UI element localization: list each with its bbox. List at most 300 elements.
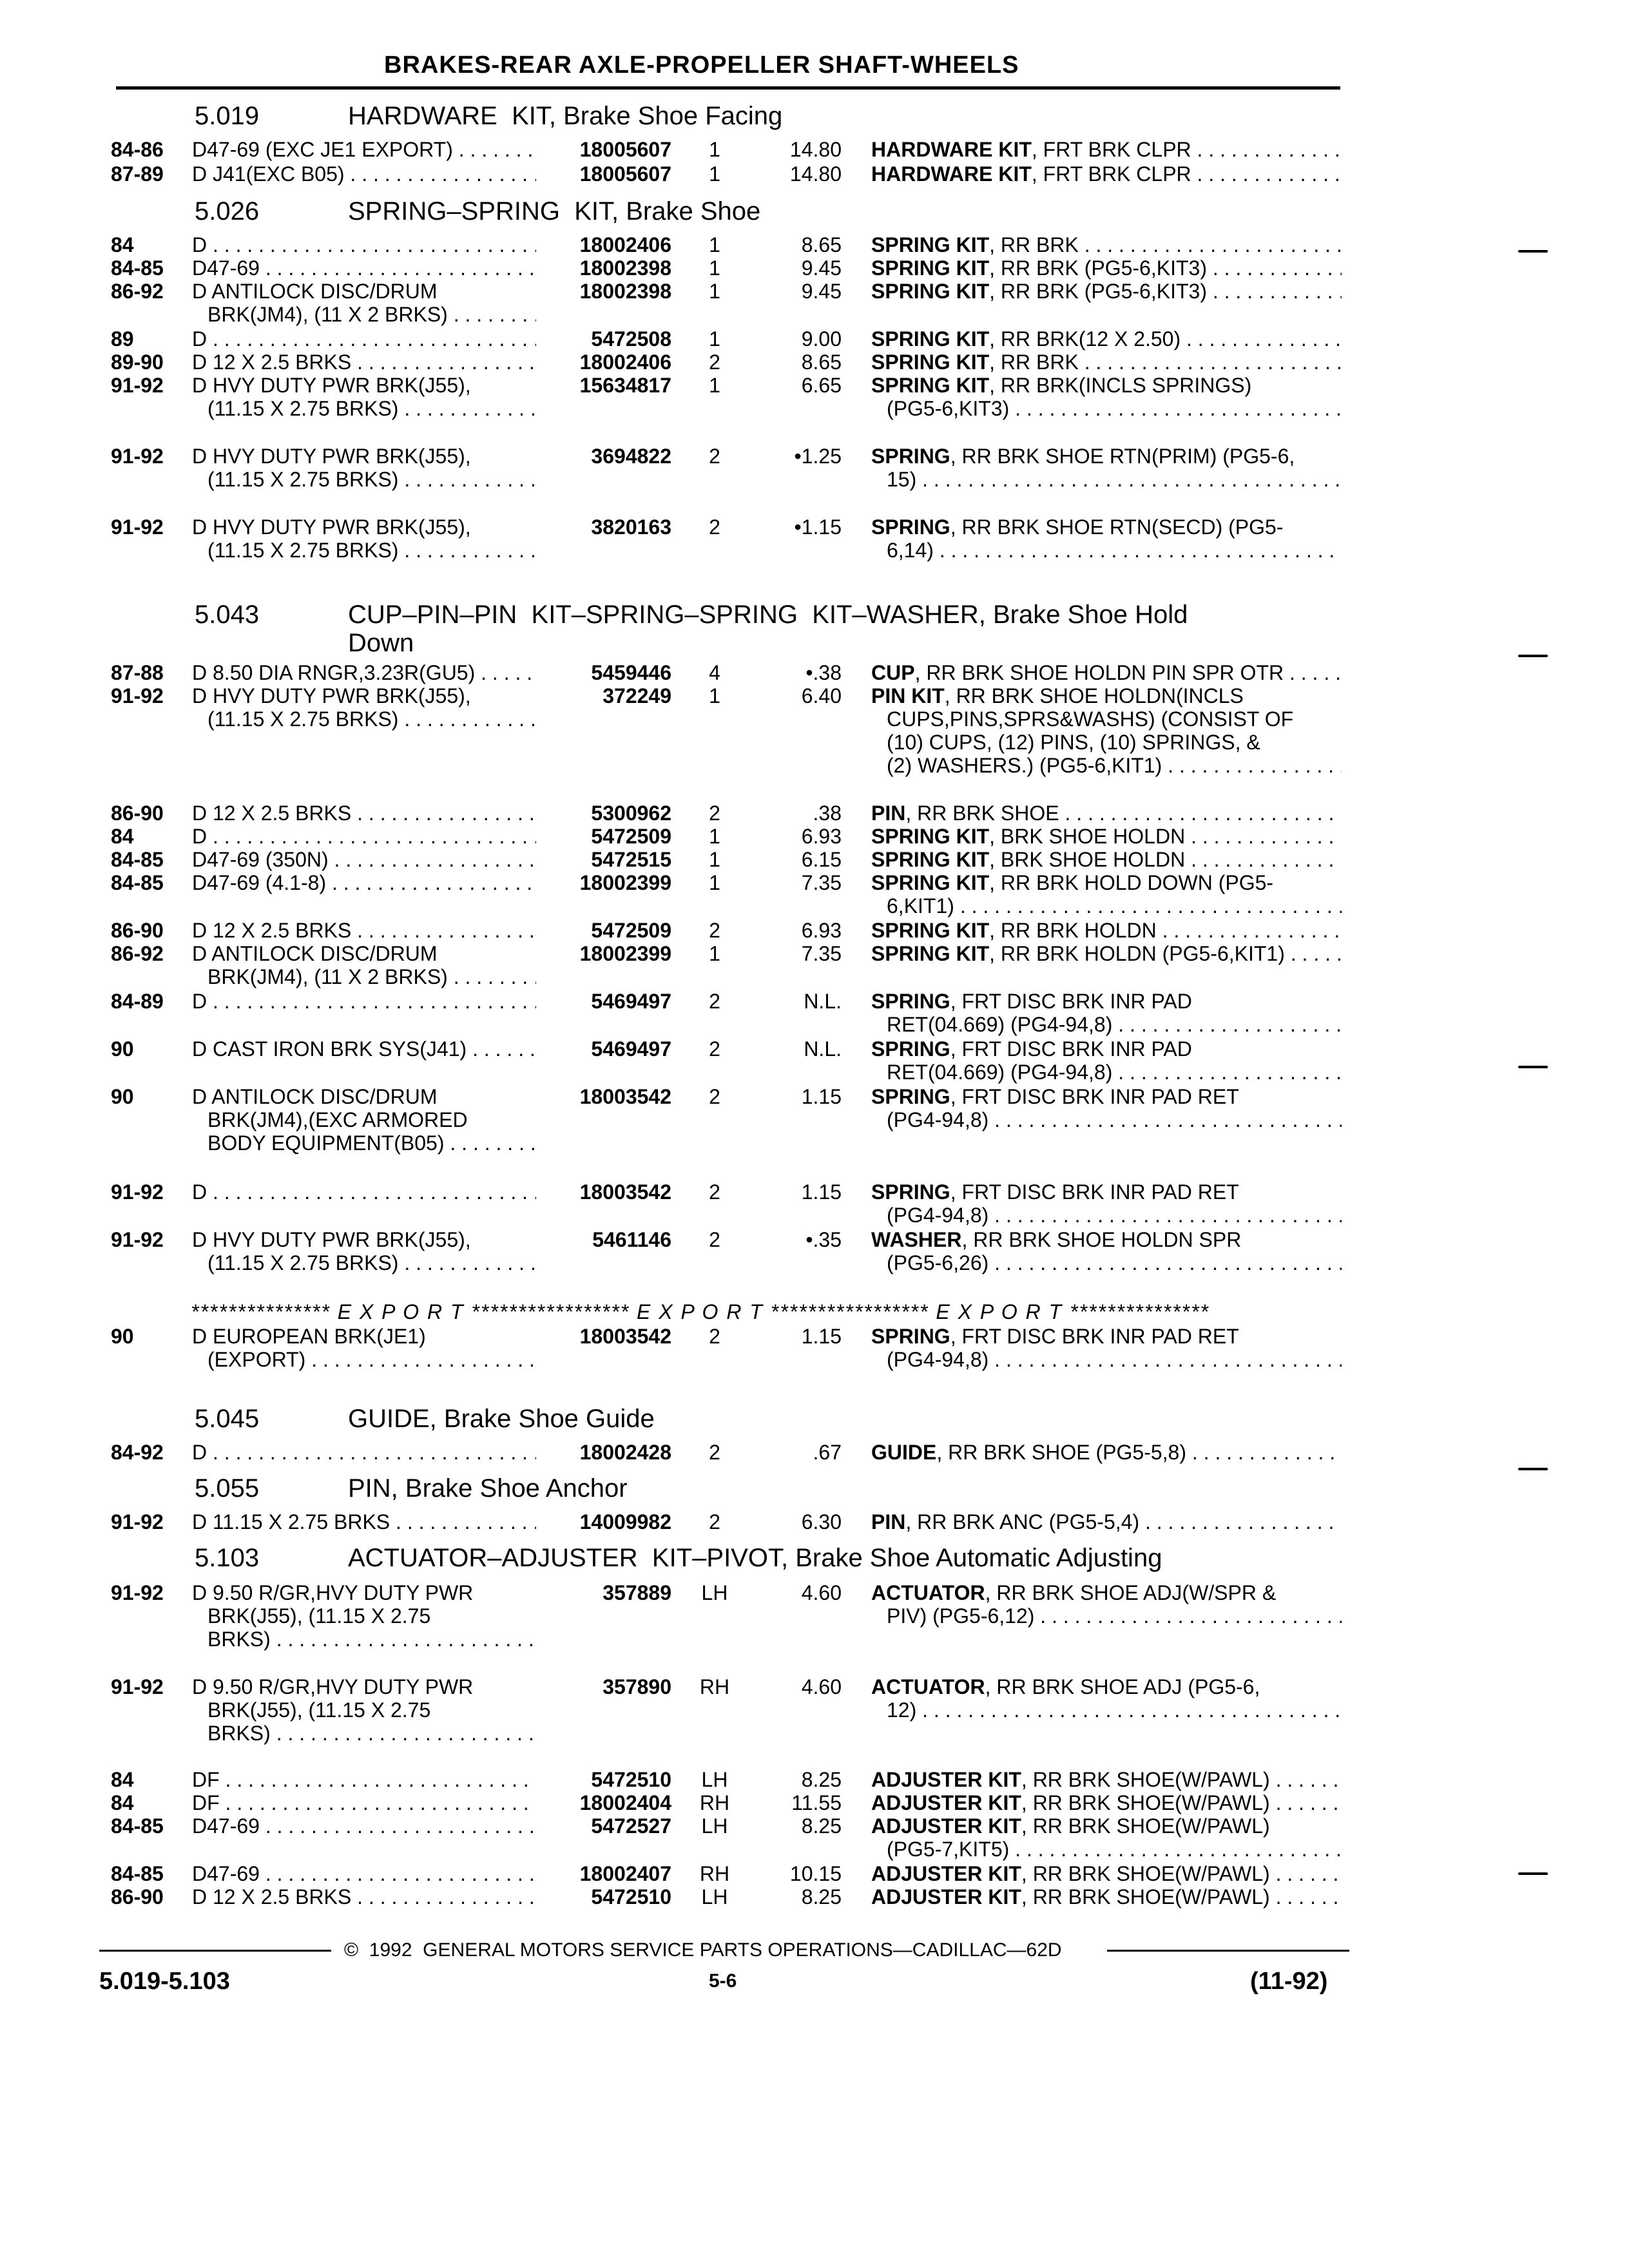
price: N.L. [804, 1037, 842, 1061]
price: 11.55 [791, 1791, 842, 1814]
part-description [871, 351, 1342, 374]
parts-row [0, 1510, 1629, 1536]
part-description-continued: (PG5-7,KIT5) . . . [887, 1838, 1342, 1861]
part-description-continued: 12) . . . [887, 1698, 1342, 1722]
model-applicability: D ANTILOCK DISC/DRUM [192, 280, 438, 303]
model-applicability-continued: (11.15 X 2.75 BRKS) . . . [207, 707, 536, 731]
model-years: 84 [111, 1791, 134, 1814]
part-noun: HARDWARE KIT [871, 138, 1032, 161]
part-description [871, 327, 1342, 351]
model-years: 90 [111, 1037, 134, 1061]
parts-row [0, 1814, 1629, 1861]
model-years: 84-85 [111, 256, 164, 280]
part-number: 3820163 [591, 515, 671, 539]
model-applicability-continued: BRK(JM4), (11 X 2 BRKS) . . . [207, 965, 536, 988]
model-years: 86-92 [111, 942, 164, 965]
quantity: LH [701, 1581, 728, 1604]
part-number: 18002398 [579, 280, 671, 303]
model-years: 86-90 [111, 802, 164, 825]
header-rule [116, 86, 1340, 90]
part-description-text: , RR BRK SHOE(W/PAWL) [1021, 1885, 1270, 1908]
parts-row [0, 515, 1629, 562]
model-applicability-continued: BRK(J55), (11.15 X 2.75 [207, 1604, 431, 1628]
price: N.L. [804, 990, 842, 1013]
model-years: 90 [111, 1325, 134, 1348]
model-applicability: D 12 X 2.5 BRKS . . . [192, 919, 536, 942]
part-description [871, 1768, 1342, 1791]
model-years: 84-85 [111, 1814, 164, 1838]
part-number: 18002406 [579, 233, 671, 256]
quantity: 2 [709, 1325, 720, 1348]
quantity: 1 [709, 848, 720, 871]
part-noun: WASHER [871, 1228, 962, 1251]
part-noun: SPRING KIT [871, 351, 990, 374]
model-years: 84-85 [111, 848, 164, 871]
part-noun: PIN [871, 802, 906, 825]
part-description [871, 233, 1342, 256]
part-noun: SPRING KIT [871, 942, 990, 965]
model-years: 84-92 [111, 1441, 164, 1464]
part-description [871, 162, 1342, 186]
part-description [871, 256, 1342, 280]
model-years: 91-92 [111, 684, 164, 707]
model-years: 91-92 [111, 1675, 164, 1698]
model-applicability: D47-69 . . . [192, 1862, 536, 1885]
parts-row [0, 1085, 1629, 1155]
parts-row [0, 374, 1629, 420]
section-title: SPRING–SPRING KIT, Brake Shoe [348, 197, 761, 226]
part-description-continued: RET(04.669) (PG4-94,8) . . . [887, 1061, 1342, 1084]
part-description-continued: PIV) (PG5-6,12) . . . [887, 1604, 1342, 1628]
part-number: 5472508 [591, 327, 671, 351]
part-noun: PIN [871, 1510, 906, 1533]
quantity: 2 [709, 515, 720, 539]
part-number: 5459446 [591, 661, 671, 684]
price: 7.35 [801, 871, 842, 894]
section-title: ACTUATOR–ADJUSTER KIT–PIVOT, Brake Shoe Automatic Adjusting [348, 1544, 1162, 1572]
model-applicability: DF . . . [192, 1791, 536, 1814]
part-number: 18003542 [579, 1180, 671, 1204]
part-noun: ADJUSTER KIT [871, 1885, 1021, 1908]
part-description [871, 1885, 1342, 1908]
model-years: 84-86 [111, 138, 164, 161]
part-description-text: , RR BRK (PG5-6,KIT3) [989, 256, 1207, 280]
part-description [871, 802, 1342, 825]
part-description-text: , RR BRK SHOE HOLDN SPR [961, 1228, 1242, 1251]
parts-row [0, 351, 1629, 376]
part-description-text: , RR BRK SHOE (PG5-5,8) [936, 1441, 1186, 1464]
part-description [871, 871, 1342, 894]
model-years: 84-85 [111, 1862, 164, 1885]
part-noun: SPRING KIT [871, 871, 990, 894]
price: •1.25 [794, 445, 842, 468]
model-applicability-continued: (EXPORT) . . . [207, 1348, 536, 1371]
model-applicability-continued: BRK(J55), (11.15 X 2.75 [207, 1698, 431, 1722]
quantity: 1 [709, 327, 720, 351]
quantity: 2 [709, 1085, 720, 1108]
part-description-text: , RR BRK HOLD DOWN (PG5- [989, 871, 1274, 894]
part-noun: SPRING KIT [871, 256, 990, 280]
price: 9.00 [801, 327, 842, 351]
part-description-continued: (PG4-94,8) . . . [887, 1108, 1342, 1131]
model-years: 84 [111, 233, 134, 256]
model-years: 86-90 [111, 1885, 164, 1908]
section-title: GUIDE, Brake Shoe Guide [348, 1405, 655, 1433]
price: 8.25 [801, 1885, 842, 1908]
part-description [871, 825, 1342, 848]
model-applicability: D HVY DUTY PWR BRK(J55), [192, 1228, 471, 1251]
parts-row [0, 1037, 1629, 1084]
parts-row [0, 1768, 1629, 1794]
part-noun: SPRING KIT [871, 327, 990, 351]
part-description-text: , RR BRK SHOE [905, 802, 1059, 825]
model-applicability: D HVY DUTY PWR BRK(J55), [192, 374, 471, 397]
part-description-continued: 15) . . . [887, 468, 1342, 491]
part-noun: HARDWARE KIT [871, 162, 1032, 186]
part-noun: SPRING KIT [871, 280, 990, 303]
model-years: 91-92 [111, 515, 164, 539]
part-description-text: , FRT DISC BRK INR PAD [950, 990, 1192, 1013]
quantity: 1 [709, 684, 720, 707]
part-description [871, 1791, 1342, 1814]
margin-mark [1518, 1468, 1548, 1470]
model-years: 91-92 [111, 1510, 164, 1533]
part-description [871, 1510, 1342, 1533]
part-number: 15634817 [579, 374, 671, 397]
model-applicability-continued: BRK(JM4),(EXC ARMORED [207, 1108, 468, 1131]
model-applicability: D ANTILOCK DISC/DRUM [192, 1085, 438, 1108]
price: 6.93 [801, 825, 842, 848]
quantity: 1 [709, 374, 720, 397]
part-description-text: , RR BRK [989, 351, 1079, 374]
part-description-text: , RR BRK(12 X 2.50) [989, 327, 1181, 351]
part-description-text: , FRT DISC BRK INR PAD RET [950, 1085, 1239, 1108]
part-description-text: , FRT BRK CLPR [1031, 138, 1191, 161]
model-years: 91-92 [111, 1228, 164, 1251]
part-number: 18003542 [579, 1325, 671, 1348]
part-description-text: , FRT DISC BRK INR PAD RET [950, 1180, 1239, 1204]
parts-row [0, 138, 1629, 164]
part-description [871, 848, 1342, 871]
model-years: 84-89 [111, 990, 164, 1013]
model-applicability: D 11.15 X 2.75 BRKS . . . [192, 1510, 536, 1533]
part-description-continued: 6,KIT1) . . . [887, 894, 1342, 918]
part-noun: SPRING [871, 1180, 950, 1204]
quantity: 1 [709, 138, 720, 161]
section-title-continued: Down [348, 629, 414, 657]
part-noun: SPRING KIT [871, 848, 990, 871]
part-number: 14009982 [579, 1510, 671, 1533]
model-applicability: D 9.50 R/GR,HVY DUTY PWR [192, 1675, 474, 1698]
price: 6.93 [801, 919, 842, 942]
parts-row [0, 1228, 1629, 1274]
margin-mark [1518, 1066, 1548, 1068]
model-applicability: D HVY DUTY PWR BRK(J55), [192, 684, 471, 707]
section-number: 5.026 [195, 197, 260, 226]
parts-row [0, 1180, 1629, 1227]
model-applicability: DF . . . [192, 1768, 536, 1791]
parts-row [0, 919, 1629, 945]
parts-row [0, 1675, 1629, 1745]
part-noun: SPRING [871, 1037, 950, 1061]
model-applicability: D ANTILOCK DISC/DRUM [192, 942, 438, 965]
price: 6.30 [801, 1510, 842, 1533]
model-applicability: D HVY DUTY PWR BRK(J55), [192, 515, 471, 539]
model-years: 91-92 [111, 374, 164, 397]
quantity: 1 [709, 233, 720, 256]
model-applicability: D . . . [192, 1180, 536, 1204]
part-description-continued: RET(04.669) (PG4-94,8) . . . [887, 1013, 1342, 1036]
page-title: BRAKES-REAR AXLE-PROPELLER SHAFT-WHEELS [384, 52, 1019, 79]
model-applicability-continued: BRKS) . . . [207, 1628, 536, 1651]
model-applicability: D47-69 . . . [192, 1814, 536, 1838]
part-description-text: , BRK SHOE HOLDN [989, 825, 1186, 848]
section-number: 5.045 [195, 1405, 260, 1433]
price: 6.40 [801, 684, 842, 707]
part-noun: ADJUSTER KIT [871, 1768, 1021, 1791]
part-number: 5472509 [591, 919, 671, 942]
model-years: 91-92 [111, 445, 164, 468]
part-description-text: , RR BRK (PG5-6,KIT3) [989, 280, 1207, 303]
part-number: 18005607 [579, 162, 671, 186]
model-applicability-continued: (11.15 X 2.75 BRKS) . . . [207, 1251, 536, 1274]
quantity: 1 [709, 825, 720, 848]
quantity: 2 [709, 802, 720, 825]
part-description [871, 1037, 1342, 1061]
model-years: 86-92 [111, 280, 164, 303]
quantity: 2 [709, 990, 720, 1013]
model-applicability: D 12 X 2.5 BRKS . . . [192, 1885, 536, 1908]
part-noun: SPRING [871, 445, 950, 468]
part-description-continued: (PG5-6,KIT3) . . . [887, 397, 1342, 420]
part-noun: SPRING [871, 990, 950, 1013]
price: 9.45 [801, 256, 842, 280]
parts-row [0, 1325, 1629, 1371]
model-years: 89 [111, 327, 134, 351]
price: 1.15 [801, 1085, 842, 1108]
model-applicability: D . . . [192, 1441, 536, 1464]
part-description-text: , RR BRK SHOE(W/PAWL) [1021, 1862, 1270, 1885]
model-applicability: D HVY DUTY PWR BRK(J55), [192, 445, 471, 468]
parts-row [0, 1581, 1629, 1651]
quantity: RH [699, 1791, 730, 1814]
parts-row [0, 256, 1629, 282]
parts-row [0, 1441, 1629, 1466]
model-years: 84-85 [111, 871, 164, 894]
model-applicability: D 12 X 2.5 BRKS . . . [192, 802, 536, 825]
model-applicability: D 12 X 2.5 BRKS . . . [192, 351, 536, 374]
quantity: 4 [709, 661, 720, 684]
part-number: 18005607 [579, 138, 671, 161]
parts-row [0, 802, 1629, 827]
part-number: 357890 [602, 1675, 671, 1698]
section-number: 5.043 [195, 601, 260, 629]
section-number: 5.019 [195, 102, 260, 130]
parts-row [0, 280, 1629, 326]
model-applicability-continued: BRK(JM4), (11 X 2 BRKS) . . . [207, 303, 536, 326]
part-number: 18002428 [579, 1441, 671, 1464]
model-applicability: D . . . [192, 233, 536, 256]
part-number: 18002407 [579, 1862, 671, 1885]
part-number: 3694822 [591, 445, 671, 468]
part-description-text: , RR BRK HOLDN (PG5-6,KIT1) [989, 942, 1285, 965]
model-applicability: D 8.50 DIA RNGR,3.23R(GU5) . . . [192, 661, 536, 684]
price: 7.35 [801, 942, 842, 965]
margin-mark [1518, 655, 1548, 657]
part-description [871, 1581, 1342, 1604]
quantity: 2 [709, 919, 720, 942]
quantity: 2 [709, 1037, 720, 1061]
price: 4.60 [801, 1675, 842, 1698]
part-description-text: , RR BRK(INCLS SPRINGS) [989, 374, 1252, 397]
part-description-continued: (10) CUPS, (12) PINS, (10) SPRINGS, & [887, 731, 1260, 754]
model-applicability-continued: (11.15 X 2.75 BRKS) . . . [207, 468, 536, 491]
model-applicability: D J41(EXC B05) . . . [192, 162, 536, 186]
parts-row [0, 684, 1629, 777]
part-number: 18003542 [579, 1085, 671, 1108]
quantity: LH [701, 1814, 728, 1838]
model-years: 84 [111, 1768, 134, 1791]
price: 6.65 [801, 374, 842, 397]
part-noun: SPRING KIT [871, 919, 990, 942]
parts-row [0, 1791, 1629, 1817]
part-description-continued: (PG4-94,8) . . . [887, 1204, 1342, 1227]
model-years: 84 [111, 825, 134, 848]
part-description [871, 1325, 1342, 1348]
model-applicability: D47-69 (4.1-8) . . . [192, 871, 536, 894]
part-description [871, 942, 1342, 965]
parts-row [0, 942, 1629, 988]
part-noun: SPRING [871, 1325, 950, 1348]
section-number: 5.055 [195, 1474, 260, 1503]
margin-mark [1518, 1872, 1548, 1875]
model-years: 87-89 [111, 162, 164, 186]
price: 8.65 [801, 351, 842, 374]
parts-row [0, 1885, 1629, 1911]
part-description-text: , FRT DISC BRK INR PAD [950, 1037, 1192, 1061]
price: 10.15 [789, 1862, 842, 1885]
price: 4.60 [801, 1581, 842, 1604]
part-description-text: , RR BRK SHOE(W/PAWL) [1021, 1791, 1270, 1814]
quantity: 2 [709, 1228, 720, 1251]
model-applicability: D47-69 (350N) . . . [192, 848, 536, 871]
quantity: 2 [709, 445, 720, 468]
price: 8.65 [801, 233, 842, 256]
part-noun: SPRING [871, 515, 950, 539]
part-noun: ACTUATOR [871, 1675, 985, 1698]
model-applicability: D . . . [192, 825, 536, 848]
part-description-text: , RR BRK SHOE ADJ(W/SPR & [985, 1581, 1277, 1604]
model-applicability-continued: (11.15 X 2.75 BRKS) . . . [207, 539, 536, 562]
part-number: 372249 [602, 684, 671, 707]
part-description-text: , RR BRK SHOE(W/PAWL) [1021, 1768, 1270, 1791]
part-noun: GUIDE [871, 1441, 937, 1464]
part-description-text: , RR BRK SHOE RTN(PRIM) (PG5-6, [950, 445, 1295, 468]
part-description-text: , RR BRK HOLDN [989, 919, 1157, 942]
price: 8.25 [801, 1814, 842, 1838]
part-description-text: , BRK SHOE HOLDN [989, 848, 1186, 871]
part-noun: CUP [871, 661, 915, 684]
part-number: 18002399 [579, 871, 671, 894]
part-description [871, 1180, 1342, 1204]
footer-rule-left [99, 1950, 331, 1952]
quantity: 1 [709, 942, 720, 965]
part-number: 5472509 [591, 825, 671, 848]
part-number: 18002398 [579, 256, 671, 280]
part-description-text: , RR BRK SHOE RTN(SECD) (PG5- [950, 515, 1284, 539]
quantity: 2 [709, 351, 720, 374]
part-noun: SPRING KIT [871, 374, 990, 397]
part-description [871, 138, 1342, 161]
part-description [871, 1862, 1342, 1885]
parts-row [0, 233, 1629, 259]
part-description-text: , RR BRK SHOE HOLDN(INCLS [944, 684, 1244, 707]
price: 14.80 [789, 162, 842, 186]
model-years: 91-92 [111, 1180, 164, 1204]
price: •1.15 [794, 515, 842, 539]
parts-row [0, 848, 1629, 874]
part-number: 5469497 [591, 990, 671, 1013]
section-title: PIN, Brake Shoe Anchor [348, 1474, 628, 1503]
model-applicability: D . . . [192, 990, 536, 1013]
parts-row [0, 871, 1629, 918]
part-number: 5469497 [591, 1037, 671, 1061]
section-title: HARDWARE KIT, Brake Shoe Facing [348, 102, 783, 130]
model-applicability: D47-69 (EXC JE1 EXPORT) . . . [192, 138, 536, 161]
part-description-continued: 6,14) . . . [887, 539, 1342, 562]
price: 9.45 [801, 280, 842, 303]
model-years: 86-90 [111, 919, 164, 942]
quantity: 1 [709, 871, 720, 894]
part-description [871, 374, 1342, 397]
part-description-continued: (PG5-6,26) . . . [887, 1251, 1342, 1274]
part-description-text: , RR BRK SHOE HOLDN PIN SPR OTR [914, 661, 1284, 684]
part-noun: PIN KIT [871, 684, 945, 707]
part-number: 5472515 [591, 848, 671, 871]
parts-row [0, 162, 1629, 188]
part-number: 18002404 [579, 1791, 671, 1814]
part-noun: SPRING KIT [871, 233, 990, 256]
part-number: 18002399 [579, 942, 671, 965]
quantity: 2 [709, 1180, 720, 1204]
parts-row [0, 990, 1629, 1036]
price: 6.15 [801, 848, 842, 871]
quantity: 1 [709, 256, 720, 280]
part-number: 357889 [602, 1581, 671, 1604]
part-description-continued: (PG4-94,8) . . . [887, 1348, 1342, 1371]
model-applicability-continued: (11.15 X 2.75 BRKS) . . . [207, 397, 536, 420]
model-applicability: D EUROPEAN BRK(JE1) [192, 1325, 426, 1348]
parts-row [0, 327, 1629, 353]
model-applicability: D47-69 . . . [192, 256, 536, 280]
part-description [871, 1814, 1342, 1838]
quantity: 1 [709, 162, 720, 186]
section-number: 5.103 [195, 1544, 260, 1572]
part-noun: ADJUSTER KIT [871, 1814, 1021, 1838]
price: •.38 [805, 661, 842, 684]
part-description [871, 661, 1342, 684]
price: .38 [813, 802, 842, 825]
part-description-text: , RR BRK [989, 233, 1079, 256]
part-number: 5461146 [592, 1228, 671, 1251]
quantity: 2 [709, 1441, 720, 1464]
part-number: 5472510 [591, 1885, 671, 1908]
part-description-continued: CUPS,PINS,SPRS&WASHS) (CONSIST OF [887, 707, 1294, 731]
price: .67 [813, 1441, 842, 1464]
part-description [871, 990, 1342, 1013]
part-description [871, 1085, 1342, 1108]
part-description [871, 1228, 1342, 1251]
